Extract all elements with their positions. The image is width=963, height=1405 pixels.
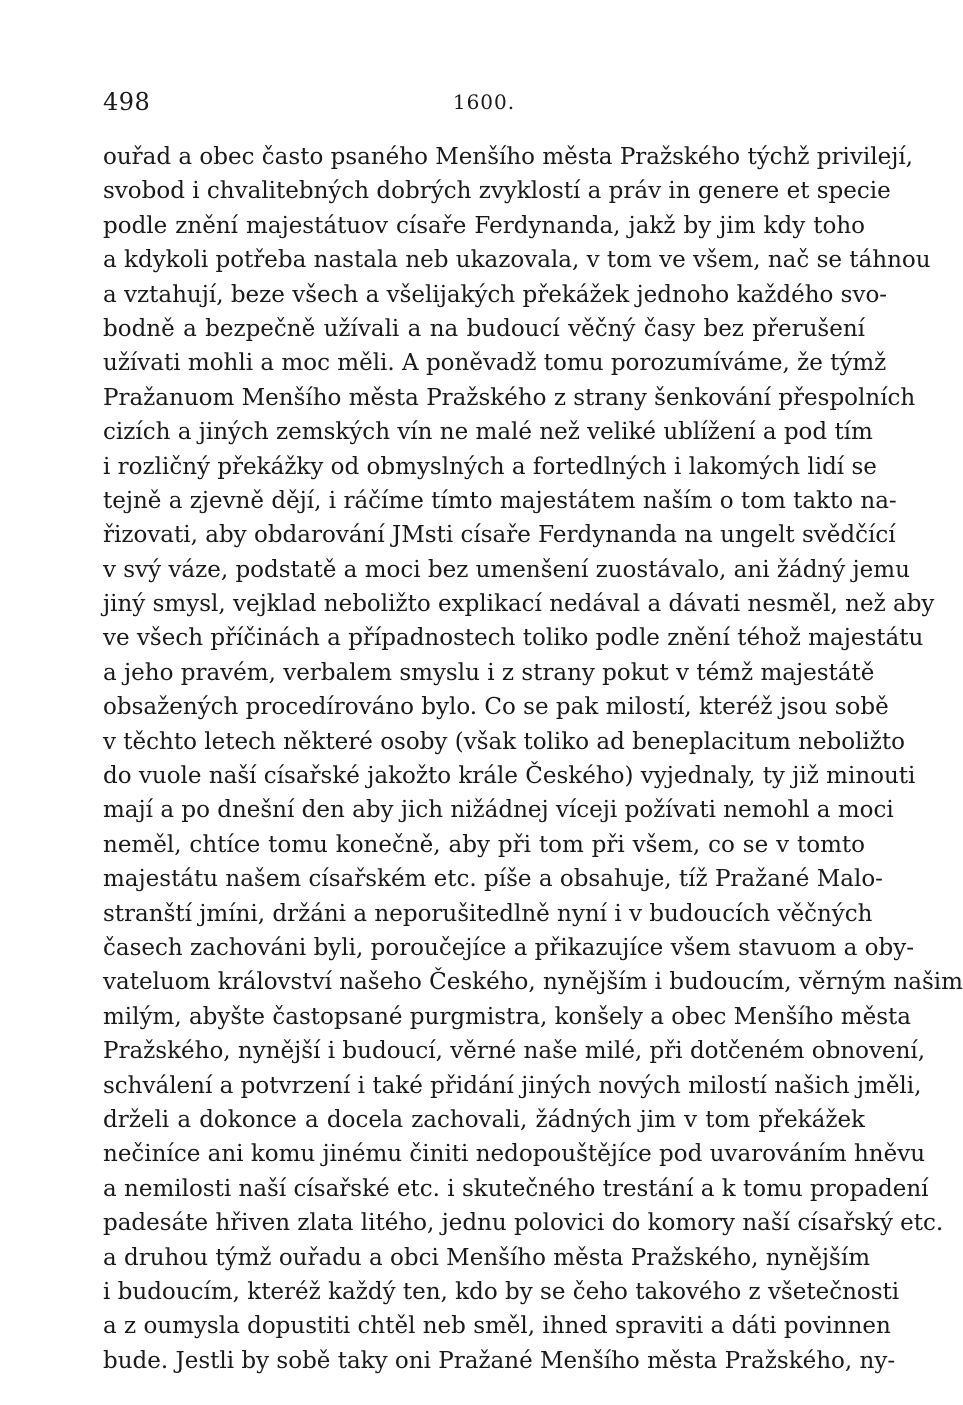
text-line: podle znění majestátuov císaře Ferdynanda, jakž by jim kdy toho	[103, 212, 865, 239]
text-line: nečiníce ani komu jinému činiti nedopouštějíce pod uvarováním hněvu	[103, 1141, 926, 1168]
text-line: řizovati, aby obdarování JMsti císaře Ferdynanda na ungelt svědčící	[103, 522, 896, 549]
text-line: do vuole naší císařské jakožto krále Českého) vyjednaly, ty již minouti	[103, 763, 916, 790]
page-number: 498	[103, 88, 151, 116]
text-line: neměl, chtíce tomu konečně, aby při tom při všem, co se v tomto	[103, 831, 865, 858]
text-line: stranští jmíni, držáni a neporušitedlně nyní i v budoucích věčných	[103, 900, 873, 927]
text-line: vateluom království našeho Českého, nynějším i budoucím, věrným našim	[103, 969, 963, 996]
text-line: tejně a zjevně dějí, i ráčíme tímto majestátem naším o tom takto na-	[103, 487, 897, 514]
body-text	[103, 140, 963, 1378]
running-head-year: 1600.	[452, 90, 516, 114]
text-line: časech zachováni byli, poroučejíce a přikazujíce všem stavuom a oby-	[103, 934, 915, 961]
text-line: majestátu našem císařském etc. píše a obsahuje, tíž Pražané Malo-	[103, 866, 883, 893]
text-line: obsažených procedírováno bylo. Co se pak milostí, kteréž jsou sobě	[103, 694, 889, 721]
text-line: drželi a dokonce a docela zachovali, žádných jim v tom překážek	[103, 1106, 865, 1133]
text-line: i rozličný překážky od obmyslných a fortedlných i lakomých lidí se	[103, 453, 877, 480]
text-line: bude. Jestli by sobě taky oni Pražané Menšího města Pražského, ny-	[103, 1347, 896, 1374]
text-line: užívati mohli a moc měli. A poněvadž tomu porozumíváme, že týmž	[103, 350, 887, 377]
text-line: a kdykoli potřeba nastala neb ukazovala, v tom ve všem, nač se táhnou	[103, 247, 931, 274]
text-line: a nemilosti naší císařské etc. i skutečného trestání a k tomu propadení	[103, 1175, 929, 1202]
text-line: v těchto letech některé osoby (však toliko ad beneplacitum neboližto	[103, 728, 905, 755]
text-line: Pražanuom Menšího města Pražského z strany šenkování přespolních	[103, 384, 916, 411]
text-line: i budoucím, kteréž každý ten, kdo by se čeho takového z všetečnosti	[103, 1278, 900, 1305]
text-line: a jeho pravém, verbalem smyslu i z strany pokut v témž majestátě	[103, 659, 875, 686]
text-line: ouřad a obec často psaného Menšího města Pražského týchž privilejí,	[103, 144, 913, 170]
page-header	[103, 88, 865, 122]
text-line: a druhou týmž ouřadu a obci Menšího města Pražského, nynějším	[103, 1244, 871, 1271]
text-line: Pražského, nynější i budoucí, věrné naše milé, při dotčeném obnovení,	[103, 1038, 926, 1065]
text-line: svobod i chvalitebných dobrých zvyklostí a práv in genere et specie	[103, 178, 891, 205]
text-line: jiný smysl, vejklad neboližto explikací nedával a dávati nesměl, než aby	[103, 591, 935, 618]
text-line: schválení a potvrzení i také přidání jiných nových milostí našich jměli,	[103, 1072, 922, 1099]
text-line: padesáte hřiven zlata litého, jednu polovici do komory naší císařský etc.	[103, 1210, 944, 1237]
text-line: ve všech příčinách a případnostech toliko podle znění téhož majestátu	[103, 625, 924, 652]
text-line: cizích a jiných zemských vín ne malé než veliké ublížení a pod tím	[103, 419, 873, 446]
text-line: bodně a bezpečně užívali a na budoucí věčný časy bez přerušení	[103, 315, 865, 342]
text-line: v svý váze, podstatě a moci bez umenšení zuostávalo, ani žádný jemu	[103, 556, 910, 583]
text-line: a z oumysla dopustiti chtěl neb směl, ihned spraviti a dáti povinnen	[103, 1313, 891, 1340]
text-line: mají a po dnešní den aby jich nižádnej víceji požívati nemohl a moci	[103, 797, 894, 824]
text-line: milým, abyšte častopsané purgmistra, konšely a obec Menšího města	[103, 1003, 911, 1030]
text-line: a vztahují, beze všech a všelijakých překážek jednoho každého svo-	[103, 281, 888, 308]
